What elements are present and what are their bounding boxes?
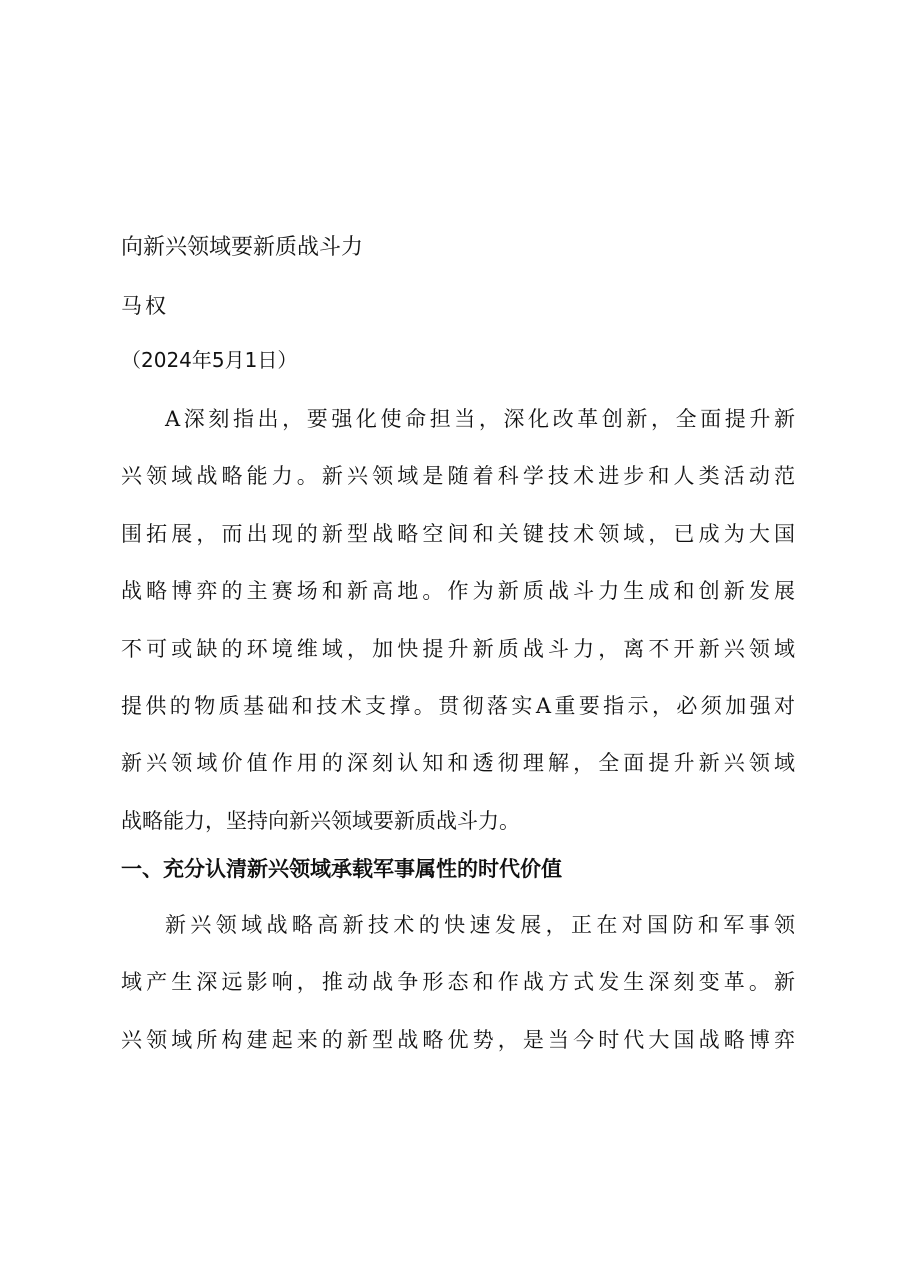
- document-title: 向新兴领域要新质战斗力: [121, 235, 364, 260]
- document-date: （2024年5月1日）: [121, 348, 298, 372]
- paragraph-line: 提供的物质基础和技术支撑。贯彻落实A重要指示，必须加强对: [121, 693, 795, 718]
- paragraph-line: 不可或缺的环境维域，加快提升新质战斗力，离不开新兴领域: [121, 636, 795, 661]
- paragraph-line: 战略博弈的主赛场和新高地。作为新质战斗力生成和创新发展: [121, 579, 795, 604]
- paragraph-line: 新兴领域战略高新技术的快速发展，正在对国防和军事领: [165, 913, 795, 937]
- paragraph-line: 围拓展，而出现的新型战略空间和关键技术领域，已成为大国: [121, 521, 795, 546]
- paragraph-intro: [121, 391, 795, 850]
- paragraph-line: 兴领域战略能力。新兴领域是随着科学技术进步和人类活动范: [121, 464, 795, 489]
- document-author: 马权: [121, 294, 169, 318]
- paragraph-line: 战略能力，坚持向新兴领域要新质战斗力。: [121, 808, 520, 833]
- paragraph-line: 新兴领域价值作用的深刻认知和透彻理解，全面提升新兴领域: [121, 751, 795, 776]
- paragraph-line: 兴领域所构建起来的新型战略优势，是当今时代大国战略博弈: [121, 1027, 795, 1052]
- paragraph-line: A深刻指出，要强化使命担当，深化改革创新，全面提升新: [165, 407, 795, 431]
- paragraph-line: 域产生深远影响，推动战争形态和作战方式发生深刻变革。新: [121, 970, 795, 995]
- section-heading: 一、充分认清新兴领域承载军事属性的时代价值: [121, 857, 562, 881]
- paragraph-section1: [121, 897, 795, 1069]
